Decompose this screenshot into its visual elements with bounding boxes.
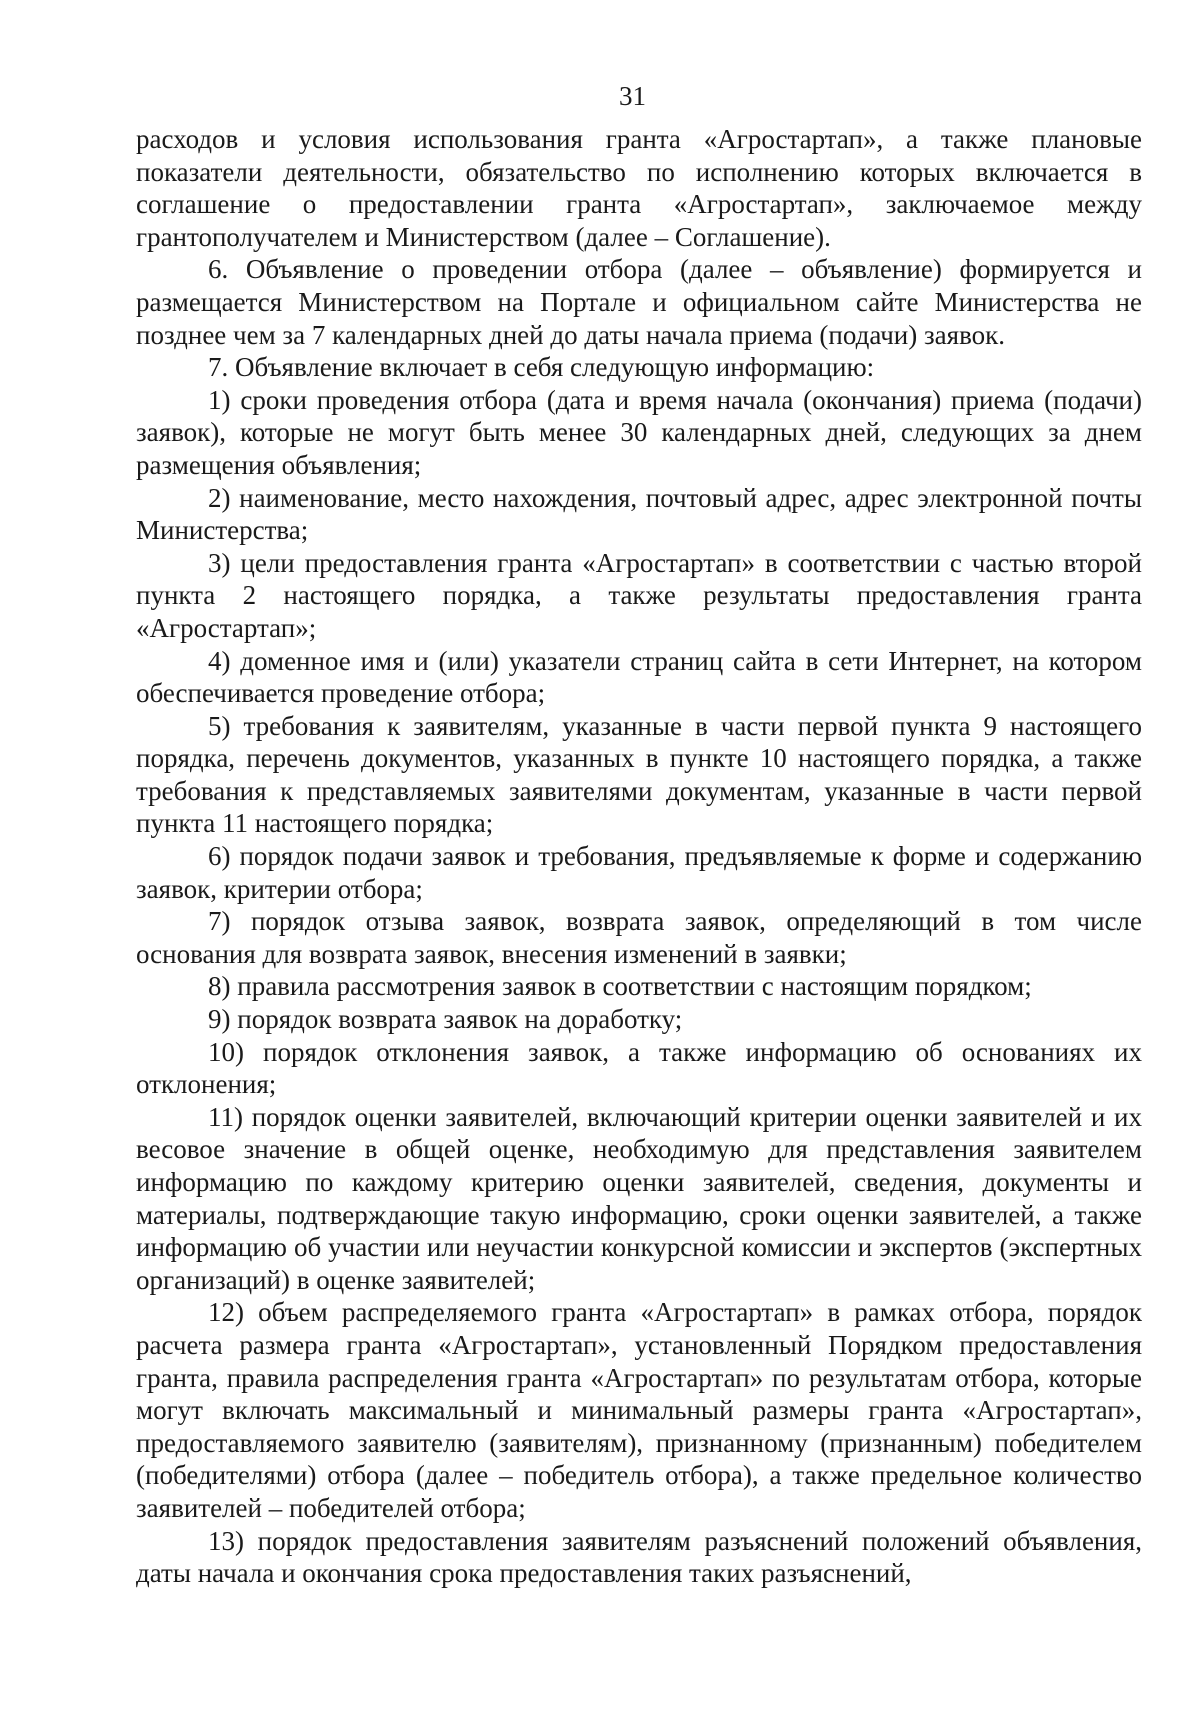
list-item-5: 5) требования к заявителям, указанные в части первой пункта 9 настоящего порядка, перечень документов, указанных в пункте 10 настоящего порядка, а также требования к представляемых заявителями документам, указанные в части первой пункта 11 настоящего порядка; (136, 710, 1142, 839)
paragraph-continuation: расходов и условия использования гранта «Агростартап», а также плановые показатели деятельности, обязательство по исполнению которых включается в соглашение о предоставлении гранта «Агростартап», заключаемое между грантополучателем и Министерством (далее – Соглашение). (136, 124, 1142, 252)
list-item-3: 3) цели предоставления гранта «Агростартап» в соответствии с частью второй пункта 2 настоящего порядка, а также результаты предоставления гранта «Агростартап»; (136, 547, 1142, 643)
list-item-1: 1) сроки проведения отбора (дата и время начала (окончания) приема (подачи) заявок), которые не могут быть менее 30 календарных дней, следующих за днем размещения объявления; (136, 384, 1142, 480)
list-item-13: 13) порядок предоставления заявителям разъяснений положений объявления, даты начала и окончания срока предоставления таких разъяснений, (136, 1525, 1142, 1589)
paragraph-item-7: 7. Объявление включает в себя следующую информацию: (208, 352, 875, 383)
document-body (136, 123, 1142, 1590)
list-item-4: 4) доменное имя и (или) указатели страниц сайта в сети Интернет, на котором обеспечивается проведение отбора; (136, 645, 1142, 709)
list-item-2: 2) наименование, место нахождения, почтовый адрес, адрес электронной почты Министерства; (136, 482, 1142, 546)
list-item-10: 10) порядок отклонения заявок, а также информацию об основаниях их отклонения; (136, 1036, 1142, 1100)
list-item-11: 11) порядок оценки заявителей, включающий критерии оценки заявителей и их весовое значение в общей оценке, необходимую для представления заявителем информацию по каждому критерию оценки заявителей, сведения, документы и материалы, подтверждающие такую информацию, сроки оценки заявителей, а также информацию об участии или неучастии конкурсной комиссии и экспертов (экспертных организаций) в оценке заявителей; (136, 1101, 1142, 1295)
list-item-7: 7) порядок отзыва заявок, возврата заявок, определяющий в том числе основания для возврата заявок, внесения изменений в заявки; (136, 906, 1142, 969)
list-item-12: 12) объем распределяемого гранта «Агростартап» в рамках отбора, порядок расчета размера гранта «Агростартап», установленный Порядком предоставления гранта, правила распределения гранта «Агростартап» по результатам отбора, которые могут включать максимальный и минимальный размеры гранта «Агростартап», предоставляемого заявителю (заявителям), признанному (признанным) победителем (победителями) отбора (далее – победитель отбора), а также предельное количество заявителей – победителей отбора; (136, 1297, 1142, 1523)
list-item-9: 9) порядок возврата заявок на доработку; (208, 1004, 683, 1035)
list-item-8: 8) правила рассмотрения заявок в соответствии с настоящим порядком; (208, 971, 1032, 1002)
list-item-6: 6) порядок подачи заявок и требования, предъявляемые к форме и содержанию заявок, критерии отбора; (136, 841, 1142, 904)
page-number: 31 (619, 81, 646, 111)
paragraph-item-6: 6. Объявление о проведении отбора (далее – объявление) формируется и размещается Министерством на Портале и официальном сайте Министерства не позднее чем за 7 календарных дней до даты начала приема (подачи) заявок. (136, 254, 1142, 350)
